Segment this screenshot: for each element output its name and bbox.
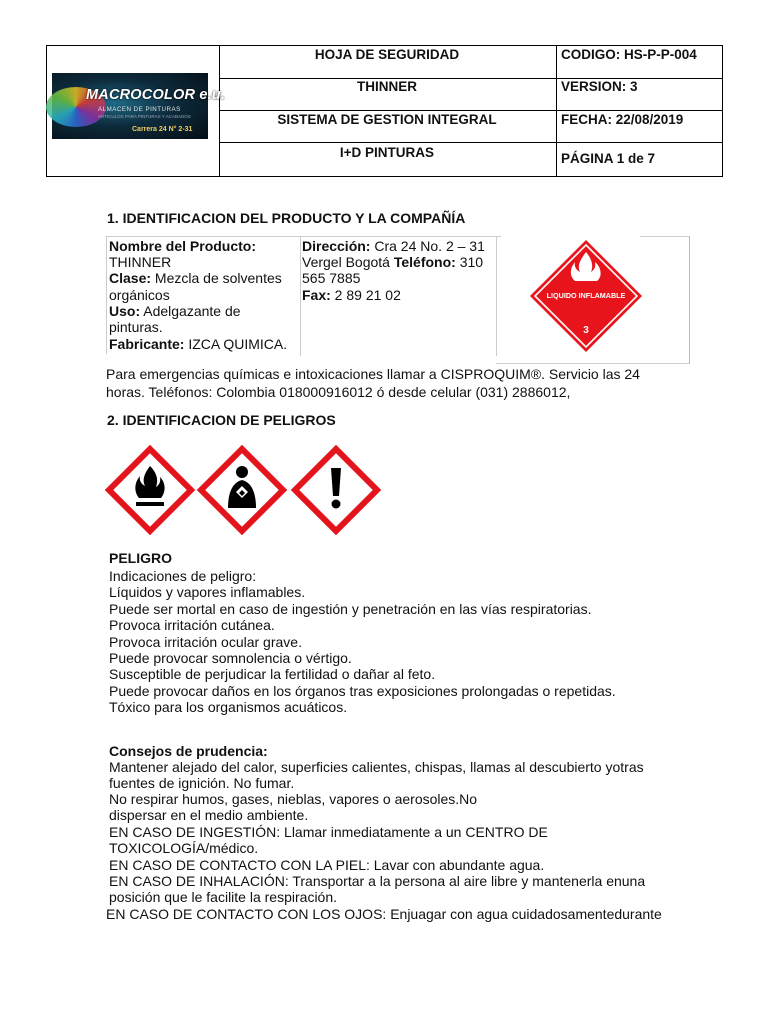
placard-text: LIQUIDO INFLAMABLE bbox=[546, 291, 626, 300]
class-value-cont: orgánicos bbox=[109, 287, 170, 303]
section2-title: 2. IDENTIFICACION DE PELIGROS bbox=[107, 412, 336, 428]
hazard-line: Provoca irritación cutánea. bbox=[109, 617, 275, 634]
fax-label: Fax: bbox=[302, 287, 331, 303]
emergency-line-2: horas. Teléfonos: Colombia 018000916012 ó desde celular (031) 2886012, bbox=[106, 384, 571, 400]
hazard-line: Tóxico para los organismos acuáticos. bbox=[109, 699, 348, 716]
hazard-line: Puede provocar daños en los órganos tras exposiciones prolongadas o repetidas. bbox=[109, 682, 616, 699]
emergency-line-1: Para emergencias químicas e intoxicaciones llamar a CISPROQUIM®. Servicio las 24 bbox=[106, 366, 640, 382]
logo-brand: MACROCOLOR e.u. bbox=[86, 87, 226, 103]
precaution-line: EN CASO DE CONTACTO CON LA PIEL: Lavar con abundante agua. bbox=[109, 857, 545, 873]
precaution-line: Mantener alejado del calor, superficies calientes, chispas, llamas al descubierto yotras bbox=[109, 759, 644, 775]
hazard-line: Puede ser mortal en caso de ingestión y penetración en las vías respiratorias. bbox=[109, 600, 592, 617]
doc-version: VERSION: 3 bbox=[561, 79, 638, 94]
manufacturer-value: IZCA QUIMICA. bbox=[184, 336, 288, 352]
exclamation-icon bbox=[292, 446, 380, 534]
logo-address: Carrera 24 N° 2-31 bbox=[132, 126, 193, 133]
precaution-line: TOXICOLOGÍA/médico. bbox=[109, 840, 259, 856]
doc-code: CODIGO: HS-P-P-004 bbox=[561, 47, 697, 62]
company-logo bbox=[52, 73, 226, 139]
signal-word: PELIGRO bbox=[109, 550, 173, 566]
precaution-line: EN CASO DE INHALACIÓN: Transportar a la persona al aire libre y mantenerla enuna bbox=[109, 873, 646, 889]
class-label: Clase: bbox=[109, 270, 152, 286]
logo-subtitle: ALMACEN DE PINTURAS bbox=[98, 106, 181, 113]
precaution-line: EN CASO DE INGESTIÓN: Llamar inmediatamente a un CENTRO DE bbox=[109, 824, 548, 840]
address-value: Cra 24 No. 2 – 31 bbox=[370, 238, 485, 254]
section1-title: 1. IDENTIFICACION DEL PRODUCTO Y LA COMPAÑÍA bbox=[107, 210, 466, 226]
product-name-label: Nombre del Producto: bbox=[109, 238, 257, 254]
flammable-liquid-placard-icon bbox=[528, 238, 644, 354]
hazard-line: Puede provocar somnolencia o vértigo. bbox=[109, 650, 352, 666]
fax-value: 2 89 21 02 bbox=[330, 287, 401, 303]
health-hazard-icon bbox=[198, 446, 286, 534]
precaution-line: dispersar en el medio ambiente. bbox=[109, 807, 309, 823]
product-title: THINNER bbox=[357, 79, 417, 94]
hazard-line: Líquidos y vapores inflamables. bbox=[109, 584, 306, 601]
flame-icon bbox=[106, 446, 194, 534]
hazard-line: Indicaciones de peligro: bbox=[109, 568, 257, 584]
manufacturer-label: Fabricante: bbox=[109, 336, 185, 352]
use-value: Adelgazante de bbox=[140, 303, 241, 319]
address-value-cont: Vergel Bogotá bbox=[302, 254, 394, 270]
doc-date: FECHA: 22/08/2019 bbox=[561, 112, 684, 127]
doc-title: HOJA DE SEGURIDAD bbox=[314, 47, 460, 62]
logo-tagline: ARTICULOS PARA PINTURAS Y ACABADOS bbox=[98, 114, 191, 119]
page-number: PÁGINA 1 de 7 bbox=[561, 151, 656, 166]
precaution-title: Consejos de prudencia: bbox=[109, 743, 268, 759]
precaution-line: posición que le facilite la respiración. bbox=[109, 889, 338, 905]
precaution-line: No respirar humos, gases, nieblas, vapores o aerosoles.No bbox=[109, 791, 478, 807]
phone-value: 310 bbox=[455, 254, 484, 270]
phone-value-cont: 565 7885 bbox=[302, 270, 361, 286]
use-label: Uso: bbox=[109, 303, 141, 319]
department-title: I+D PINTURAS bbox=[339, 145, 435, 160]
hazard-line: Provoca irritación ocular grave. bbox=[109, 633, 302, 650]
hazard-line: Susceptible de perjudicar la fertilidad o dañar al feto. bbox=[109, 666, 436, 683]
use-value-cont: pinturas. bbox=[109, 319, 163, 335]
address-label: Dirección: bbox=[302, 238, 371, 254]
placard-class: 3 bbox=[583, 325, 589, 336]
product-name-value: THINNER bbox=[109, 254, 172, 270]
phone-label: Teléfono: bbox=[393, 254, 456, 270]
precaution-line: fuentes de ignición. No fumar. bbox=[109, 775, 295, 791]
system-title: SISTEMA DE GESTION INTEGRAL bbox=[277, 112, 497, 127]
class-value: Mezcla de solventes bbox=[151, 270, 282, 286]
precaution-line: EN CASO DE CONTACTO CON LOS OJOS: Enjuagar con agua cuidadosamentedurante bbox=[106, 906, 662, 922]
